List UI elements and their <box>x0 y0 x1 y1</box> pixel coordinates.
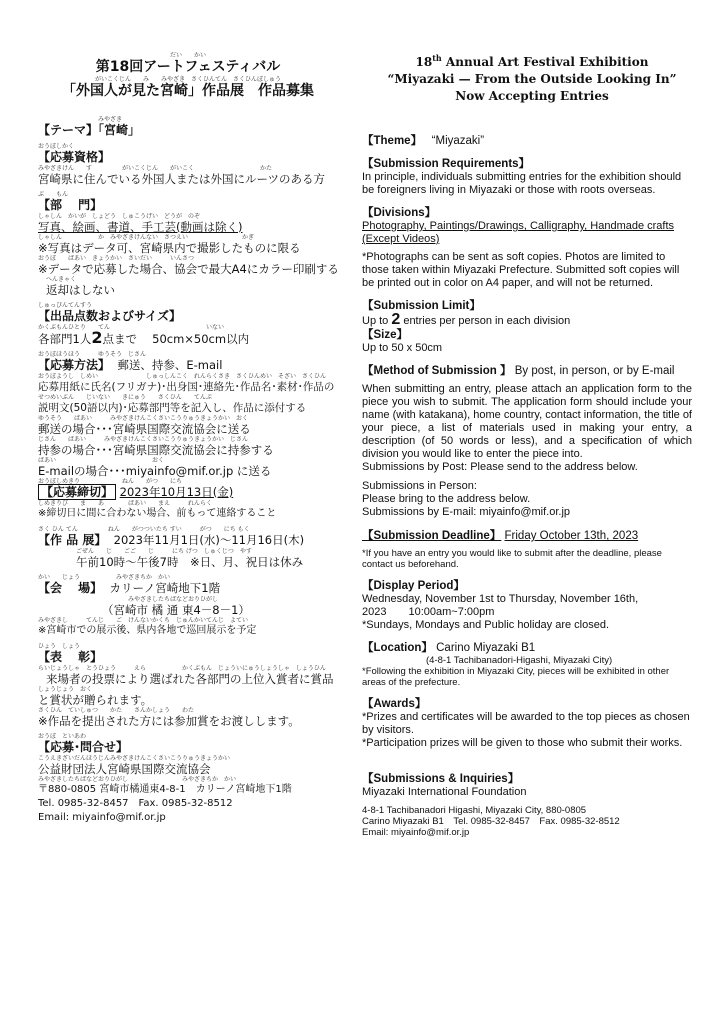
jp-deadline-heading: 【応募締切】 <box>38 484 116 500</box>
en-method-text: When submitting an entry, please attach an application form to the piece you wish to submit. The application form should include your name (with katakana), home country, contact information, the title of your piece, a list of materials used in making your entry, a description (of 50 words or less), and a specification of which division you would like to enter the piece into. <box>362 383 692 460</box>
en-limit-number: 2 <box>391 311 401 328</box>
ruby-text: しゃしん かいが しょどう しゅこうげい どうが のぞ <box>38 213 201 220</box>
jp-contact-email: Email: miyainfo@mif.or.jp <box>38 812 166 823</box>
en-location-row <box>362 641 692 655</box>
en-deadline-note: *If you have an entry you would like to submit after the deadline, please contact us beforehand. <box>362 548 662 570</box>
en-title-block <box>362 50 692 105</box>
en-contact-email: Email: miyainfo@mif.or.jp <box>362 827 470 838</box>
ruby-text: だい かい <box>169 52 206 59</box>
jp-venue-name: カリーノ宮崎地下1階 <box>109 581 221 595</box>
ruby-text: みやざきしたちばなどおりひがし <box>128 596 219 603</box>
en-contact-tel: Carino Miyazaki B1 Tel. 0985-32-8457 Fax. 0985-32-8512 <box>362 816 620 827</box>
en-deadline-heading: 【Submission Deadline】 <box>362 530 502 542</box>
jp-deadline-date: 2023年10月13日(金) <box>119 485 234 499</box>
en-size-heading: 【Size】 <box>362 329 409 341</box>
jp-divisions-note1: ※写真はデータ可、宮崎県内で撮影したものに限る <box>38 241 301 255</box>
jp-method-heading-row <box>38 358 338 373</box>
jp-divisions-note3: 返却はしない <box>46 283 115 297</box>
en-method-modes: By post, in person, or by E-mail <box>514 365 675 377</box>
jp-exhibit-hours: 午前10時～午後7時 ※日、月、祝日は休み <box>76 555 304 569</box>
en-location-heading: 【Location】 <box>362 642 433 654</box>
en-divisions-text: Photography, Paintings/Drawings, Calligraphy, Handmade crafts (Except Videos) <box>362 220 675 245</box>
jp-award-line1: 来場者の投票により選ばれた各部門の上位入賞者に賞品 <box>46 672 334 686</box>
ruby-text: おうぼようし しめい しゅっしんこく れんらくさき さくひんめい そざい さくひん <box>38 373 327 380</box>
ruby-text: さく ひん てん ねん がつついたち すい がつ にち もく <box>38 526 250 533</box>
ruby-text: みやざき <box>98 116 123 123</box>
ruby-text: ひょう しょう <box>38 643 81 650</box>
jp-method-line3: 郵送の場合･･･宮崎県国際交流協会に送る <box>38 422 251 436</box>
en-contact-org: Miyazaki International Foundation <box>362 786 527 798</box>
jp-method-heading: 【応募方法】 <box>38 358 111 372</box>
ruby-text: がいこくじん み みやざき さくひんてん さくひんぼしゅう <box>94 76 281 83</box>
jp-quantity-number: 2 <box>91 328 103 347</box>
ruby-text: みやざきしたちばなどおりひがし みやざきちか かい <box>38 776 237 783</box>
en-method-post: Submissions by Post: Please send to the address below. <box>362 461 638 473</box>
ruby-text: ごぜん じ ごご じ にち げつ しゅくじつ やす <box>76 548 252 555</box>
jp-divisions-text: 写真、絵画、書道、手工芸(動画は除く) <box>38 220 243 234</box>
jp-eligibility-text: 宮崎県に住んでいる外国人または外国にルーツのある方 <box>38 172 326 186</box>
ruby-text: こうえきざいだんほうじんみやざきけんこくさいこうりゅうきょうかい <box>38 755 231 762</box>
en-divisions-note: *Photographs can be sent as soft copies. Photos are limited to those taken within Miyazaki Prefecture. Submitted soft copies will be printed out in color on A4 paper, and will not be returned. <box>362 251 680 289</box>
en-limit-text-b: entries per person in each division <box>400 315 571 327</box>
jp-contact-org: 公益財団法人宮崎県国際交流協会 <box>38 762 211 776</box>
jp-method-line5: E-mailの場合･･･miyainfo@mif.or.jp に送る <box>38 464 272 478</box>
jp-venue-address: （宮崎市 橘 通 東4－8－1） <box>102 603 250 617</box>
jp-method-line2: 説明文(50語以内)･応募部門等を記入し、作品に添付する <box>38 402 307 414</box>
ruby-text: おうぼほうほう ゆうそう じさん <box>38 351 147 358</box>
jp-contact-address: 〒880-0805 宮崎市橘通東4-8-1 カリーノ宮崎地下1階 <box>38 784 292 795</box>
en-method-email: Submissions by E-mail: miyainfo@mif.or.jp <box>362 506 571 518</box>
japanese-column <box>38 0 338 825</box>
jp-divisions-heading: 【部 門】 <box>38 198 103 212</box>
en-theme-label: 【Theme】 <box>362 135 423 147</box>
jp-method-line4: 持参の場合･･･宮崎県国際交流協会に持参する <box>38 443 274 457</box>
ruby-text: みやざきし てんじ ご けんないかくち じゅんかいてんじ よてい <box>38 617 249 624</box>
en-title-rest: Annual Art Festival Exhibition <box>441 55 649 69</box>
ruby-text: しゅっぴんてんすう <box>38 302 93 309</box>
jp-exhibit-dates: 2023年11月1日(水)～11月16日(木) <box>113 533 305 547</box>
ruby-text: しめきりび ま あ ばあい まえ れんらく <box>38 500 213 507</box>
jp-quantity-heading: 【出品点数およびサイズ】 <box>38 309 182 323</box>
en-title-number: 18 <box>415 55 433 69</box>
jp-theme-heading: 【テーマ】「宮崎」 <box>38 123 141 137</box>
jp-venue-note: ※宮崎市での展示後、県内各地で巡回展示を予定 <box>38 625 257 636</box>
ruby-text: ばあい おく <box>38 457 165 464</box>
jp-contact-heading: 【応募･問合せ】 <box>38 740 129 754</box>
en-title-line2: “Miyazaki — From the Outside Looking In” <box>387 72 677 86</box>
en-size-text: Up to 50 x 50cm <box>362 342 443 354</box>
ruby-text: おうぼしかく <box>38 143 75 150</box>
jp-title-block <box>38 52 338 100</box>
jp-exhibit-row <box>38 533 338 548</box>
jp-title-line1: 第18回アートフェスティバル <box>95 59 281 75</box>
jp-contact-tel: Tel. 0985-32-8457 Fax. 0985-32-8512 <box>38 798 233 809</box>
ruby-text: せつめいぶん じいない きにゅう さくひん てんぷ <box>38 394 212 401</box>
en-location-address: (4-8-1 Tachibanadori-Higashi, Miyazaki City) <box>426 655 613 666</box>
en-location-name: Carino Miyazaki B1 <box>436 642 536 654</box>
ruby-text: おうぼ といあわ <box>38 733 87 740</box>
jp-award-line3: ※作品を提出された方には参加賞をお渡しします。 <box>38 714 300 728</box>
jp-divisions-note2: ※データで応募した場合、協会で最大A4にカラー印刷する <box>38 262 339 276</box>
ruby-text: へんきゃく <box>46 276 77 283</box>
jp-title-line2: 「外国人が見た宮崎」作品展 作品募集 <box>62 83 314 99</box>
en-awards-line1: *Prizes and certificates will be awarded to the top pieces as chosen by visitors. <box>362 711 690 736</box>
en-deadline-row <box>362 529 692 543</box>
en-theme-value: “Miyazaki” <box>431 135 485 147</box>
en-title-line3: Now Accepting Entries <box>455 89 609 103</box>
ruby-text: おうぼ ばあい きょうかい さいだい いんさつ <box>38 255 195 262</box>
en-limit-text-a: Up to <box>362 315 392 327</box>
jp-quantity-text-a: 各部門1人 <box>38 332 92 346</box>
ruby-text: しゃしん か みやざきけんない さつえい かぎ <box>38 234 255 241</box>
en-limit-heading: 【Submission Limit】 <box>362 300 481 312</box>
jp-method-line1: 応募用紙に氏名(フリガナ)･出身国･連絡先･作品名･素材･作品の <box>38 381 335 393</box>
en-method-row <box>362 364 692 378</box>
ruby-text: ぶ もん <box>38 191 69 198</box>
en-title-line1 <box>372 50 692 71</box>
en-requirements-heading: 【Submission Requirements】 <box>362 158 531 170</box>
en-location-note: *Following the exhibition in Miyazaki City, pieces will be exhibited in other areas of the prefecture. <box>362 666 670 688</box>
jp-award-heading: 【表 彰】 <box>38 650 103 664</box>
en-deadline-date: Friday October 13th, 2023 <box>504 530 639 542</box>
en-method-person2: Please bring to the address below. <box>362 493 531 505</box>
english-column <box>362 0 692 838</box>
jp-venue-row <box>38 581 338 596</box>
jp-quantity-text-b: 点まで 50cm×50cm以内 <box>102 332 250 346</box>
en-limit-text <box>362 313 692 328</box>
ruby-text: みやざきけん す がいこくじん がいこく かた <box>38 165 273 172</box>
en-theme-row <box>362 134 692 148</box>
en-period-line2: 2023 10:00am~7:00pm <box>362 606 495 618</box>
jp-exhibit-heading: 【作 品 展】 <box>38 533 107 547</box>
jp-award-line2: と賞状が贈られます。 <box>38 693 153 707</box>
en-awards-heading: 【Awards】 <box>362 698 427 710</box>
ruby-text: しょうじょう おく <box>38 686 93 693</box>
en-method-person1: Submissions in Person: <box>362 480 477 492</box>
ruby-text: かくぶもんひとり てん いない <box>38 324 225 331</box>
jp-venue-heading: 【会 場】 <box>38 581 103 595</box>
en-period-note: *Sundays, Mondays and Public holiday are closed. <box>362 619 610 631</box>
ruby-text: かい じょう みやざきちか かい <box>38 574 171 581</box>
jp-deadline-row <box>38 485 338 500</box>
ruby-text: らいじょうしゃ とうひょう えら かくぶもん じょういにゅうしょうしゃ しょうひん <box>38 665 326 672</box>
jp-deadline-note: ※締切日に間に合わない場合、前もって連絡すること <box>38 508 277 519</box>
ruby-text: じさん ばあい みやざきけんこくさいこうりゅうきょうかい じさん <box>38 436 249 443</box>
en-method-heading: 【Method of Submission 】 <box>362 365 512 377</box>
en-requirements-text: In principle, individuals submitting entries for the exhibition should be foreigners living in Miyazaki or those with roots overseas. <box>362 171 682 196</box>
en-divisions-heading: 【Divisions】 <box>362 207 437 219</box>
jp-method-modes: 郵送、持参、E-mail <box>117 358 223 372</box>
en-contact-heading: 【Submissions & Inquiries】 <box>362 773 520 785</box>
en-period-heading: 【Display Period】 <box>362 580 465 592</box>
en-period-line1: Wednesday, November 1st to Thursday, November 16th, <box>362 593 639 605</box>
ruby-text: ゆうそう ばあい みやざきけんこくさいこうりゅうきょうかい おく <box>38 415 249 422</box>
en-contact-address: 4-8-1 Tachibanadori Higashi, Miyazaki City, 880-0805 <box>362 805 587 816</box>
jp-eligibility-heading: 【応募資格】 <box>38 150 111 164</box>
en-title-ordinal: th <box>432 53 442 63</box>
jp-quantity-text <box>38 328 338 347</box>
ruby-text: おうぼしめきり ねん がつ にち <box>38 478 183 485</box>
ruby-text: さくひん ていしゅつ かた さんかしょう わた <box>38 707 195 714</box>
en-awards-line2: *Participation prizes will be given to those who submit their works. <box>362 737 683 749</box>
